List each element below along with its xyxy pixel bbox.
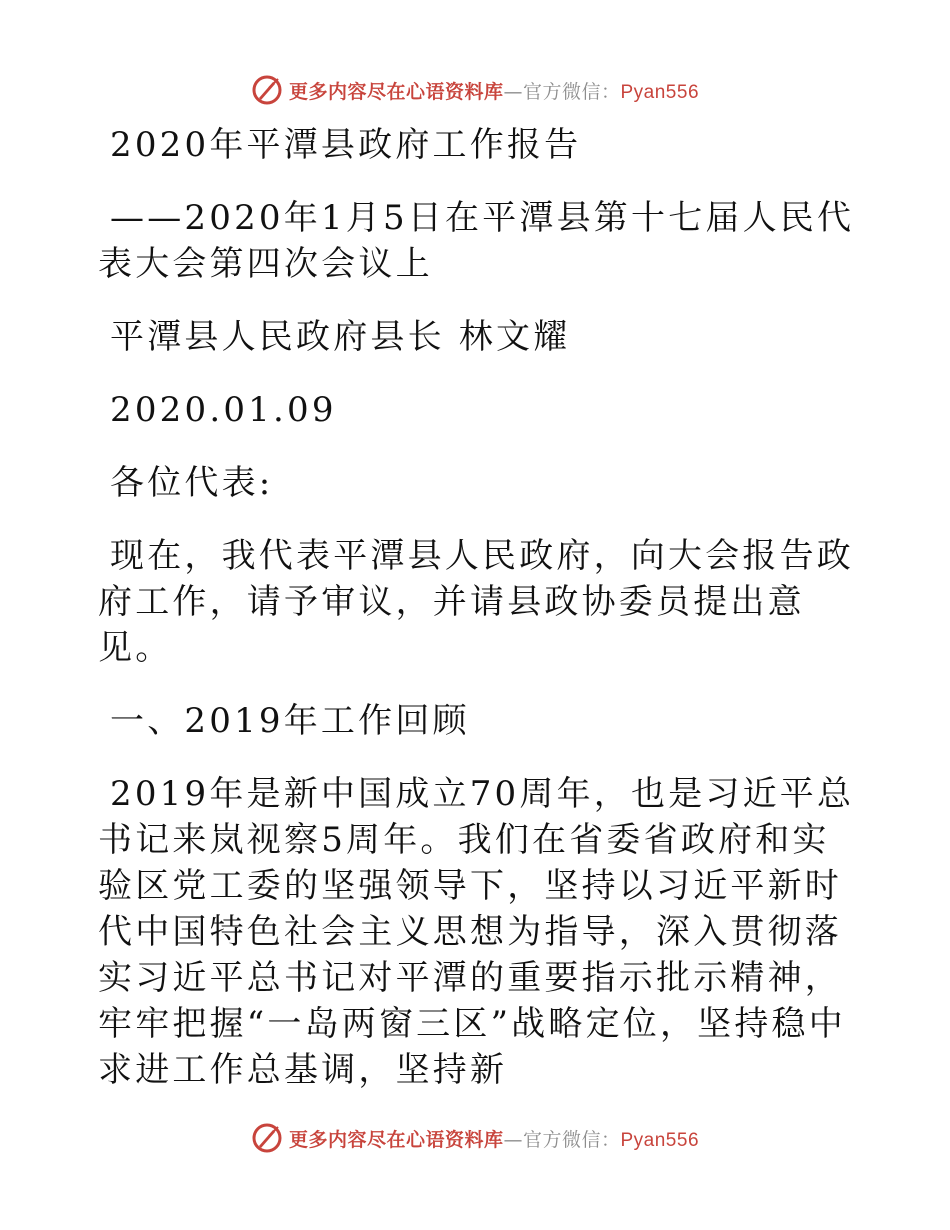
watermark-brand: 更多内容尽在心语资料库 bbox=[288, 1128, 504, 1151]
quill-circle-icon bbox=[251, 74, 283, 106]
body-paragraph: 2019年是新中国成立70周年，也是习近平总书记来岚视察5周年。我们在省委省政府和实验区党工委的坚强领导下，坚持以习近平新时代中国特色社会主义思想为指导，深入贯彻落实习近平总书记对平潭的重要指示批示精神，牢牢把握“一岛两窗三区”战略定位，坚持稳中求进工作总基调，坚持新 bbox=[98, 774, 855, 1090]
section-heading: 一、2019年工作回顾 bbox=[110, 701, 470, 741]
document-body bbox=[98, 122, 858, 1120]
watermark-brand: 更多内容尽在心语资料库 bbox=[288, 80, 504, 103]
document-date: 2020.01.09 bbox=[110, 390, 337, 430]
watermark-account: Pyan556 bbox=[620, 1129, 700, 1151]
document-intro: 现在，我代表平潭县人民政府，向大会报告政府工作，请予审议，并请县政协委员提出意见。 bbox=[98, 536, 854, 668]
watermark-separator: —官方微信： bbox=[503, 1128, 621, 1151]
document-salutation: 各位代表: bbox=[110, 463, 274, 503]
quill-circle-icon bbox=[251, 1122, 283, 1154]
watermark-header bbox=[0, 70, 950, 110]
document-author: 平潭县人民政府县长 林文耀 bbox=[110, 317, 571, 357]
document-title: 2020年平潭县政府工作报告 bbox=[110, 125, 582, 165]
watermark-separator: —官方微信： bbox=[503, 80, 621, 103]
document-subtitle: ——2020年1月5日在平潭县第十七届人民代表大会第四次会议上 bbox=[98, 198, 855, 284]
watermark-account: Pyan556 bbox=[620, 81, 700, 103]
watermark-footer bbox=[0, 1118, 950, 1158]
